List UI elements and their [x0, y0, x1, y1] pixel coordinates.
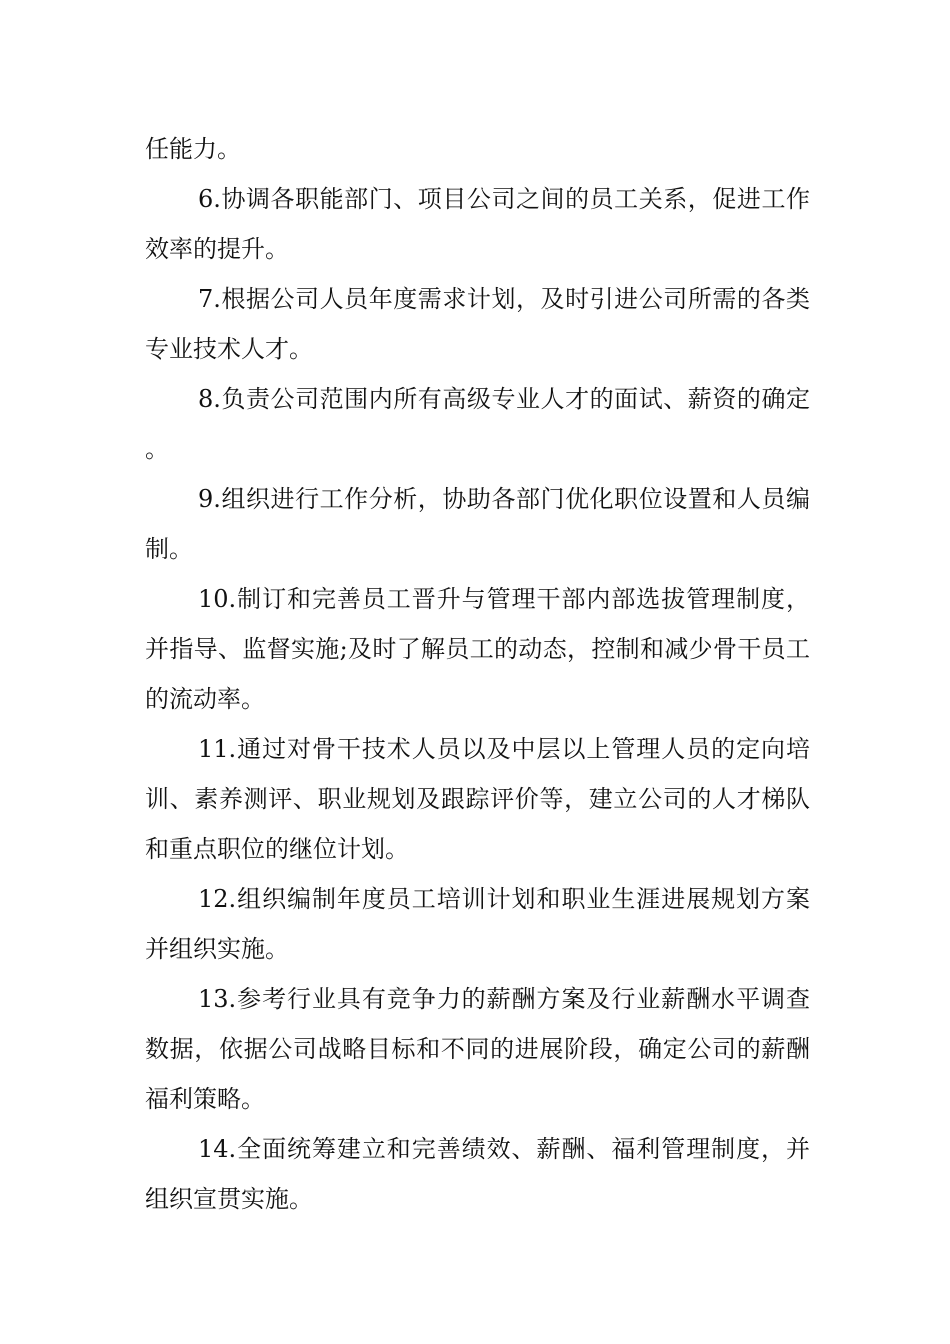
paragraph-item-14: 14.全面统筹建立和完善绩效、薪酬、福利管理制度，并组织宣贯实施。	[145, 1135, 810, 1213]
paragraph-item-13: 13.参考行业具有竞争力的薪酬方案及行业薪酬水平调查数据，依据公司战略目标和不同的进展阶段，确定公司的薪酬福利策略。	[145, 985, 810, 1113]
paragraph-item-12: 12.组织编制年度员工培训计划和职业生涯进展规划方案并组织实施。	[145, 885, 810, 963]
paragraph-continuation: 任能力。	[145, 135, 241, 163]
document-body	[145, 124, 810, 1224]
paragraph-item-10: 10.制订和完善员工晋升与管理干部内部选拔管理制度，并指导、监督实施;及时了解员工的动态，控制和减少骨干员工的流动率。	[145, 585, 810, 713]
paragraph-item-9: 9.组织进行工作分析，协助各部门优化职位设置和人员编制。	[145, 485, 810, 563]
paragraph-item-6: 6.协调各职能部门、项目公司之间的员工关系，促进工作效率的提升。	[145, 185, 810, 263]
paragraph-item-7: 7.根据公司人员年度需求计划，及时引进公司所需的各类专业技术人才。	[145, 285, 810, 363]
paragraph-item-11: 11.通过对骨干技术人员以及中层以上管理人员的定向培训、素养测评、职业规划及跟踪评价等，建立公司的人才梯队和重点职位的继位计划。	[145, 735, 810, 863]
paragraph-item-8: 8.负责公司范围内所有高级专业人才的面试、薪资的确定。	[145, 385, 810, 463]
